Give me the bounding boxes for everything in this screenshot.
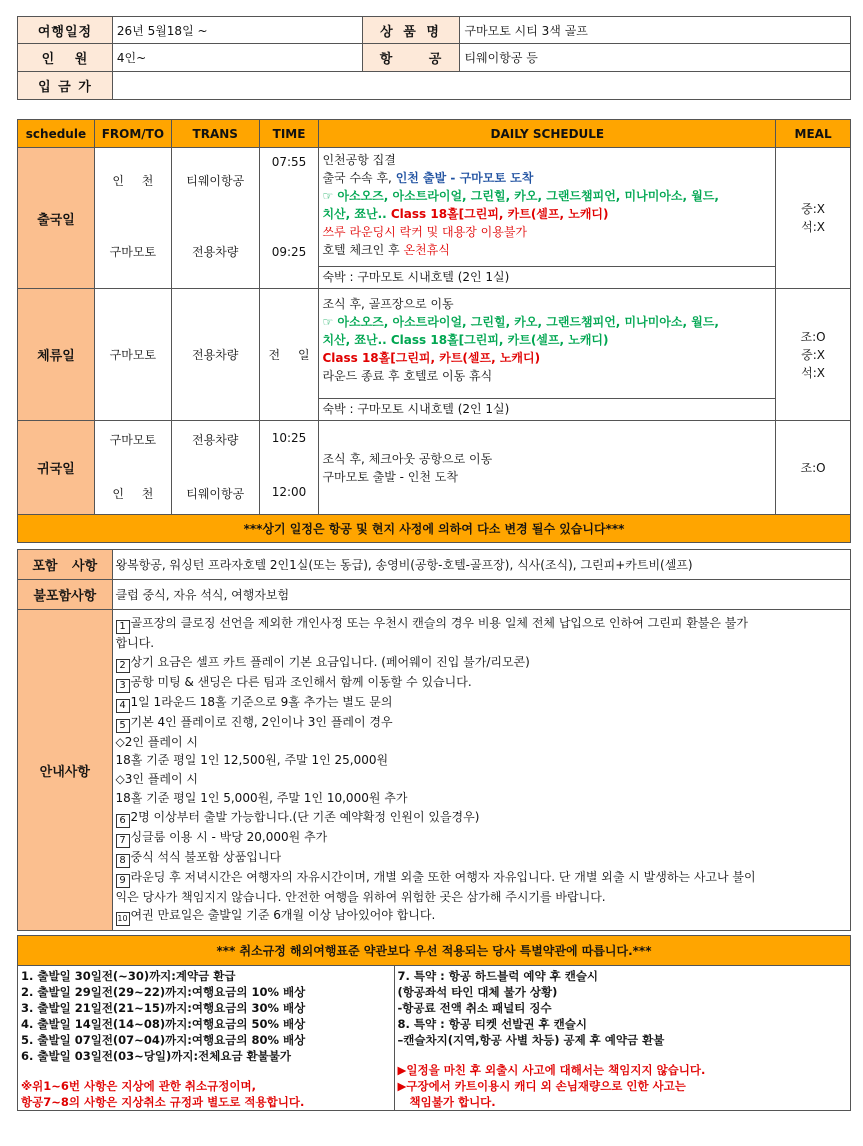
cancel-note: ▶일정을 마친 후 외출시 사고에 대해서는 책임지지 않습니다.	[397, 1063, 706, 1077]
day1-line4a: 치산, 쬬난..	[322, 207, 391, 221]
cancel-rule: 7. 특약 : 항공 하드블럭 예약 후 캔슬시	[397, 969, 599, 983]
guide-text: ◇3인 플레이 시	[115, 772, 198, 787]
day1-time1: 07:55	[271, 155, 307, 169]
day2-line2: ☞ 아소오즈, 아소트라이얼, 그린힐, 카오, 그랜드챔피언, 미나미아소, 월드,	[322, 315, 719, 329]
num-badge: 10	[116, 912, 130, 926]
num-badge: 8	[116, 854, 130, 868]
day2-line5: 라운드 종료 후 호텔로 이동 휴식	[322, 369, 493, 383]
cancel-rule: 5. 출발일 07일전(07~04)까지:여행요금의 80% 배상	[21, 1033, 306, 1047]
day3-trans2: 티웨이항공	[186, 487, 245, 501]
cancel-title: *** 취소규정 해외여행표준 약관보다 우선 적용되는 당사 특별약관에 따릅니다.***	[18, 936, 851, 966]
cancel-note: 항공7~8의 사항은 지상취소 규정과 별도로 적용합니다.	[21, 1095, 305, 1109]
guide-text: 18홀 기준 평일 1인 5,000원, 주말 1인 10,000원 추가	[115, 790, 408, 805]
day1-line5: 쓰루 라운딩시 락커 및 대용장 이용불가	[322, 225, 528, 239]
cancel-rule: 3. 출발일 21일전(21~15)까지:여행요금의 30% 배상	[21, 1001, 306, 1015]
day1-line2a: 출국 수속 후,	[322, 171, 396, 185]
day3-meal: 조:O	[776, 421, 851, 515]
day1-meal	[776, 148, 851, 289]
day1-row	[18, 148, 851, 289]
num-badge: 1	[116, 620, 130, 634]
day1-meal1: 중:X	[801, 202, 826, 216]
day2-stay: 숙박 : 구마모토 시내호텔 (2인 1실)	[319, 398, 775, 420]
day2-line3b: Class 18홀[그린피, 카트(셀프, 노캐디)	[390, 333, 609, 347]
people-label: 인 원	[18, 44, 113, 72]
guide-text: 라운딩 후 저녁시간은 여행자의 자유시간이며, 개별 외출 또한 여행자 자유입니다. 단 개별 외출 시 발생하는 사고나 불이	[130, 869, 756, 884]
guide-text: 상기 요금은 셀프 카트 플레이 기본 요금입니다. (페어웨이 진입 불가/리모콘)	[130, 654, 530, 669]
day2-meal1: 조:O	[800, 329, 826, 344]
num-badge: 4	[116, 699, 130, 713]
guide-text: 여권 만료일은 출발일 기준 6개월 이상 남아있어야 합니다.	[130, 908, 436, 923]
cancel-rule: 8. 특약 : 항공 티켓 선발권 후 캔슬시	[397, 1017, 587, 1031]
day2-line1: 조식 후, 골프장으로 이동	[322, 297, 454, 311]
header-daily-schedule: DAILY SCHEDULE	[319, 120, 776, 148]
day3-from-to	[94, 421, 171, 515]
day2-from: 구마모토	[94, 289, 171, 421]
airline-value: 티웨이항공 등	[460, 44, 851, 72]
cancel-note: ▶구장에서 카트이용시 캐디 외 손님재량으로 인한 사고는	[397, 1079, 686, 1093]
num-badge: 5	[116, 719, 130, 733]
day2-meal	[776, 289, 851, 421]
guide-notes	[112, 610, 850, 931]
details-table	[17, 514, 851, 931]
guide-text: 중식 석식 불포함 상품입니다	[130, 849, 282, 864]
cancel-policy-table	[17, 935, 851, 1111]
guide-label: 안내사항	[18, 610, 113, 931]
day1-line6a: 호텔 체크인 후	[322, 243, 404, 257]
cancel-rule: 6. 출발일 03일전(03~당일)까지:전체요금 환불불가	[21, 1049, 291, 1063]
cancel-rule: 4. 출발일 14일전(14~08)까지:여행요금의 50% 배상	[21, 1017, 306, 1031]
included-value: 왕복항공, 워싱턴 프라자호텔 2인1실(또는 동급), 송영비(공항-호텔-골프장), 식사(조식), 그린피+카트비(셀프)	[112, 550, 850, 580]
cancel-note: 책임불가 합니다.	[397, 1095, 496, 1109]
day1-line2b: 인천 출발 - 구마모토 도착	[395, 171, 534, 185]
guide-text: 골프장의 클로징 선언을 제외한 개인사정 또는 우천시 캔슬의 경우 비용 일체 전체 납입으로 인하여 그린피 환불은 불가	[130, 616, 748, 630]
day1-line3: ☞ 아소오즈, 아소트라이얼, 그린힐, 카오, 그랜드챔피언, 미나미아소, 월드,	[322, 189, 719, 203]
num-badge: 2	[116, 659, 130, 673]
day3-time	[259, 421, 319, 515]
num-badge: 3	[116, 679, 130, 693]
excluded-value: 클럽 중식, 자유 석식, 여행자보험	[112, 580, 850, 610]
num-badge: 6	[116, 814, 130, 828]
cancel-right	[394, 966, 850, 1111]
people-value: 4인~	[112, 44, 362, 72]
cancel-rule: -항공료 전액 취소 패널티 징수	[397, 1001, 552, 1015]
day2-meal2: 중:X	[801, 347, 826, 362]
day1-trans2: 전용차량	[192, 245, 239, 259]
day2-name: 체류일	[18, 289, 95, 421]
product-value: 구마모토 시티 3색 골프	[460, 17, 851, 44]
guide-text: 공항 미팅 & 샌딩은 다른 팀과 조인해서 함께 이동할 수 있습니다.	[130, 674, 472, 689]
day2-schedule	[319, 289, 776, 421]
date-label: 여행일정	[18, 17, 113, 44]
day3-row	[18, 421, 851, 515]
price-label: 입 금 가	[18, 72, 113, 100]
cancel-rule: –캔슬차지(지역,항공 사별 차등) 공제 후 예약금 환불	[397, 1033, 665, 1047]
day1-name: 출국일	[18, 148, 95, 289]
guide-text: 합니다.	[115, 636, 155, 650]
cancel-left	[18, 966, 395, 1111]
day1-line4b: Class 18홀[그린피, 카트(셀프, 노캐디)	[390, 207, 609, 221]
day2-meal3: 석:X	[801, 365, 826, 380]
spacer	[18, 543, 851, 550]
day1-from2: 구마모토	[109, 245, 157, 259]
price-value	[112, 72, 850, 100]
day2-line3a: 치산, 쬬난..	[322, 333, 391, 347]
day1-trans1: 티웨이항공	[186, 174, 245, 188]
guide-text: 1일 1라운드 18홀 기준으로 9홀 추가는 별도 문의	[130, 694, 393, 709]
guide-text: 18홀 기준 평일 1인 12,500원, 주말 1인 25,000원	[115, 753, 389, 768]
day1-schedule	[319, 148, 776, 289]
cancel-note: ※위1~6번 사항은 지상에 관한 취소규정이며,	[21, 1079, 256, 1093]
day3-line2: 구마모토 출발 - 인천 도착	[322, 469, 458, 484]
day3-time1: 10:25	[271, 431, 307, 445]
day1-meal2: 석:X	[801, 220, 826, 234]
day3-line1: 조식 후, 체크아웃 공항으로 이동	[322, 451, 493, 466]
day2-line4: Class 18홀[그린피, 카트(셀프, 노캐디)	[322, 351, 541, 365]
included-label: 포함 사항	[18, 550, 113, 580]
date-value: 26년 5월18일 ~	[112, 17, 362, 44]
day1-from-to	[94, 148, 171, 289]
day1-trans	[171, 148, 259, 289]
cancel-rule: 2. 출발일 29일전(29~22)까지:여행요금의 10% 배상	[21, 985, 306, 999]
day1-time	[259, 148, 319, 289]
header-time: TIME	[259, 120, 319, 148]
guide-text: 기본 4인 플레이로 진행, 2인이나 3인 플레이 경우	[130, 714, 393, 729]
day2-time: 전 일	[259, 289, 319, 421]
day3-trans	[171, 421, 259, 515]
day3-schedule	[319, 421, 776, 515]
day3-name: 귀국일	[18, 421, 95, 515]
cancel-rule: 1. 출발일 30일전(~30)까지:계약금 환급	[21, 969, 236, 983]
day1-stay: 숙박 : 구마모토 시내호텔 (2인 1실)	[319, 266, 775, 288]
guide-text: ◇2인 플레이 시	[115, 734, 198, 749]
num-badge: 7	[116, 834, 130, 848]
num-badge: 9	[116, 874, 130, 888]
airline-label: 항 공	[362, 44, 460, 72]
day1-line1: 인천공항 집결	[322, 153, 396, 167]
guide-text: 익은 당사가 책임지지 않습니다. 안전한 여행을 위하여 위험한 곳은 삼가해 주시기를 바랍니다.	[115, 889, 606, 904]
excluded-label: 불포함사항	[18, 580, 113, 610]
day3-from1: 구마모토	[109, 433, 157, 447]
day1-time2: 09:25	[271, 245, 307, 259]
cancel-rule: (항공좌석 타인 대체 불가 상황)	[397, 985, 558, 999]
day3-trans1: 전용차량	[192, 433, 239, 447]
schedule-header-row	[18, 120, 851, 148]
day3-time2: 12:00	[271, 485, 307, 499]
notice-bar: ***상기 일정은 항공 및 현지 사정에 의하여 다소 변경 될수 있습니다***	[18, 515, 851, 543]
guide-text: 2명 이상부터 출발 가능합니다.(단 기존 예약확정 인원이 있을경우)	[130, 809, 480, 824]
header-trans: TRANS	[171, 120, 259, 148]
day1-line6b: 온천휴식	[403, 243, 450, 257]
header-meal: MEAL	[776, 120, 851, 148]
guide-text: 싱글룸 이용 시 - 박당 20,000원 추가	[130, 829, 328, 844]
day2-trans: 전용차량	[171, 289, 259, 421]
header-from-to: FROM/TO	[94, 120, 171, 148]
header-schedule: schedule	[18, 120, 95, 148]
trip-info-table	[17, 16, 851, 100]
product-label: 상 품 명	[362, 17, 460, 44]
schedule-table	[17, 119, 851, 515]
day1-from1: 인 천	[112, 174, 154, 188]
day3-from2: 인 천	[112, 487, 154, 501]
day2-row	[18, 289, 851, 421]
